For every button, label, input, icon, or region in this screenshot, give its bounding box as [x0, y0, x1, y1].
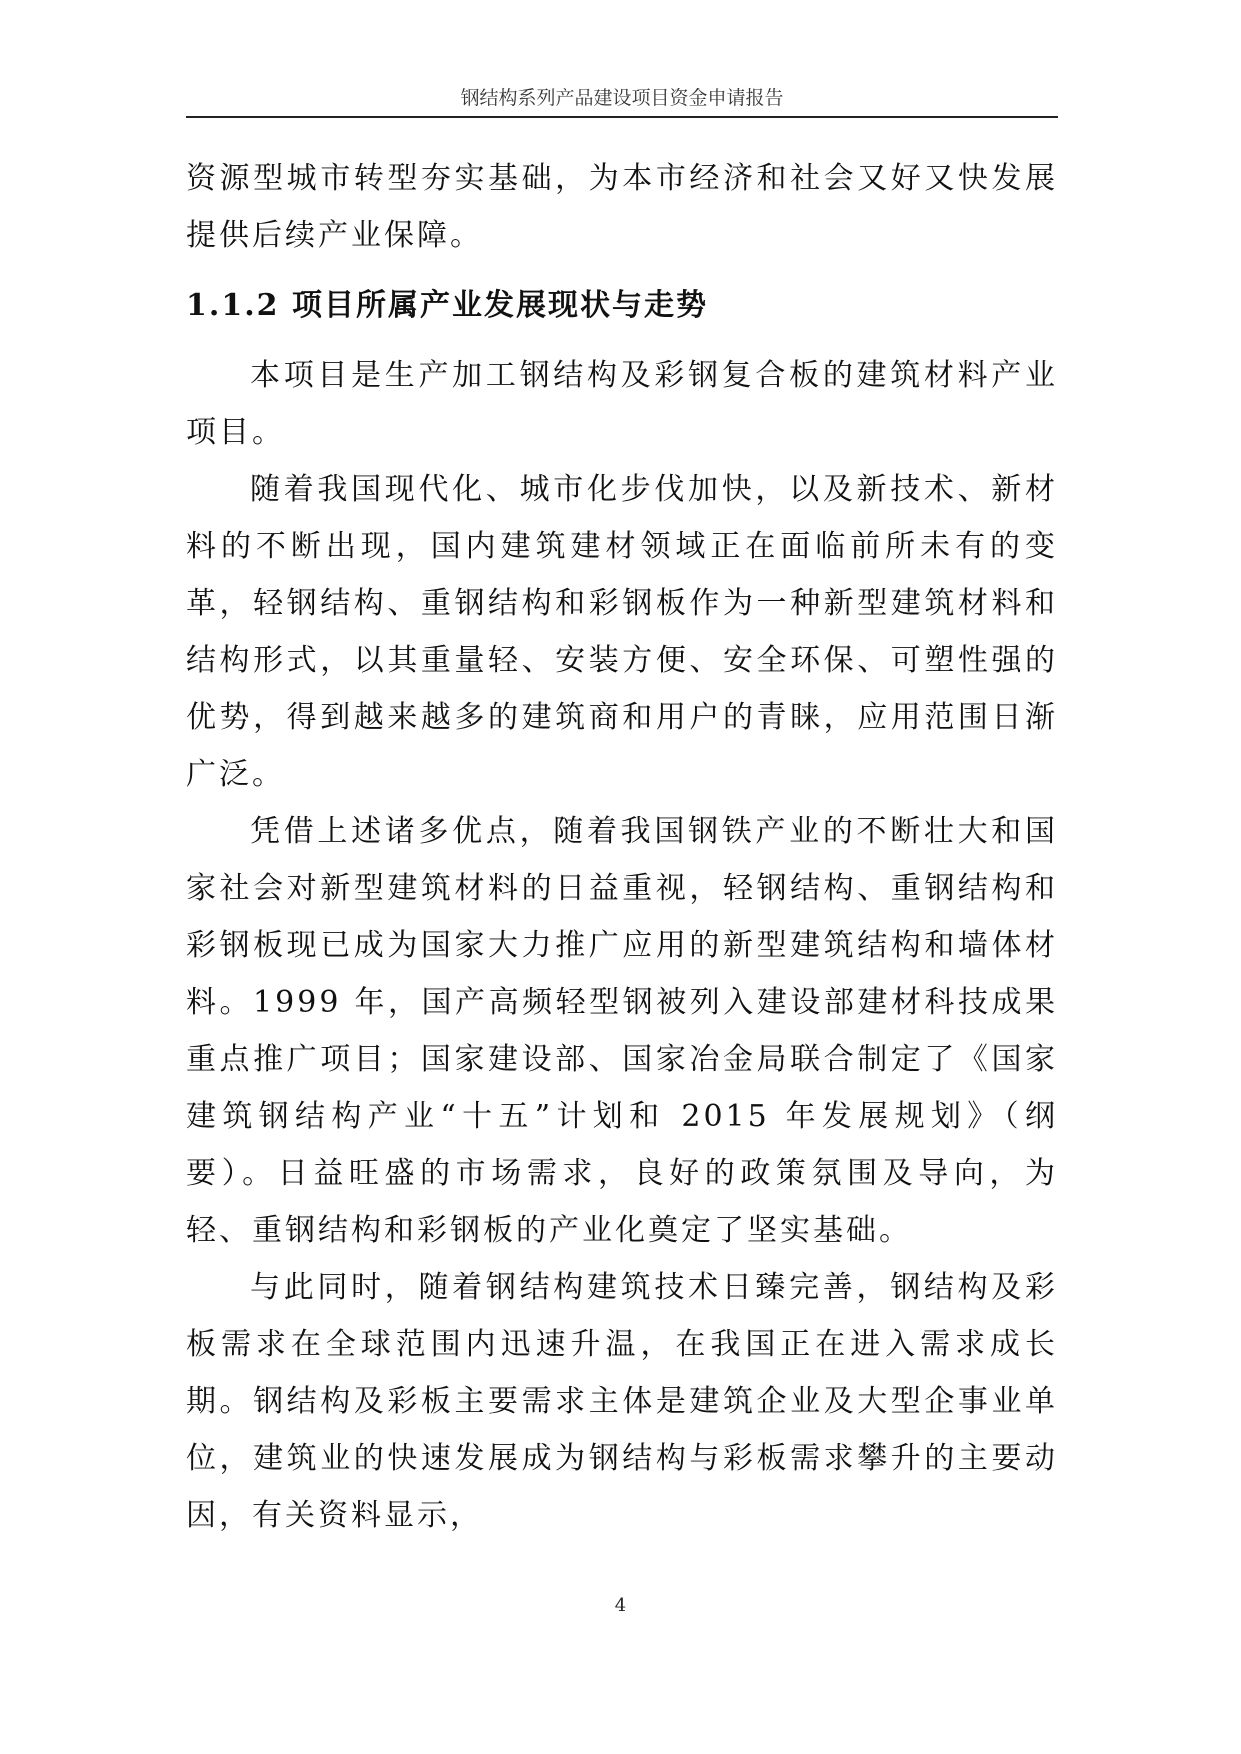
document-body	[186, 150, 1058, 1544]
paragraph-continued: 资源型城市转型夯实基础，为本市经济和社会又好又快发展提供后续产业保障。	[186, 161, 1058, 253]
section-heading: 1.1.2 项目所属产业发展现状与走势	[186, 288, 708, 323]
page-number: 4	[614, 1595, 627, 1616]
document-title: 钢结构系列产品建设项目资金申请报告	[460, 87, 784, 109]
paragraph-industry-trend: 随着我国现代化、城市化步伐加快，以及新技术、新材料的不断出现，国内建筑建材领域正在面临前所未有的变革，轻钢结构、重钢结构和彩钢板作为一种新型建筑材料和结构形式，以其重量轻、安装方便、安全环保、可塑性强的优势，得到越来越多的建筑商和用户的青睐，应用范围日渐广泛。	[186, 472, 1058, 792]
paragraph-market-demand: 与此同时，随着钢结构建筑技术日臻完善，钢结构及彩板需求在全球范围内迅速升温，在我国正在进入需求成长期。钢结构及彩板主要需求主体是建筑企业及大型企事业单位，建筑业的快速发展成为钢结构与彩板需求攀升的主要动因，有关资料显示，	[186, 1270, 1058, 1533]
page-header	[186, 84, 1058, 118]
paragraph-policy-support: 凭借上述诸多优点，随着我国钢铁产业的不断壮大和国家社会对新型建筑材料的日益重视，轻钢结构、重钢结构和彩钢板现已成为国家大力推广应用的新型建筑结构和墙体材料。1999 年，国产高频轻型钢被列入建设部建材科技成果重点推广项目；国家建设部、国家冶金局联合制定了《国家建筑钢结构产业“十五”计划和 2015 年发展规划》（纲要）。日益旺盛的市场需求，良好的政策氛围及导向，为轻、重钢结构和彩钢板的产业化奠定了坚实基础。	[186, 814, 1058, 1248]
paragraph-project-intro: 本项目是生产加工钢结构及彩钢复合板的建筑材料产业项目。	[186, 358, 1058, 450]
